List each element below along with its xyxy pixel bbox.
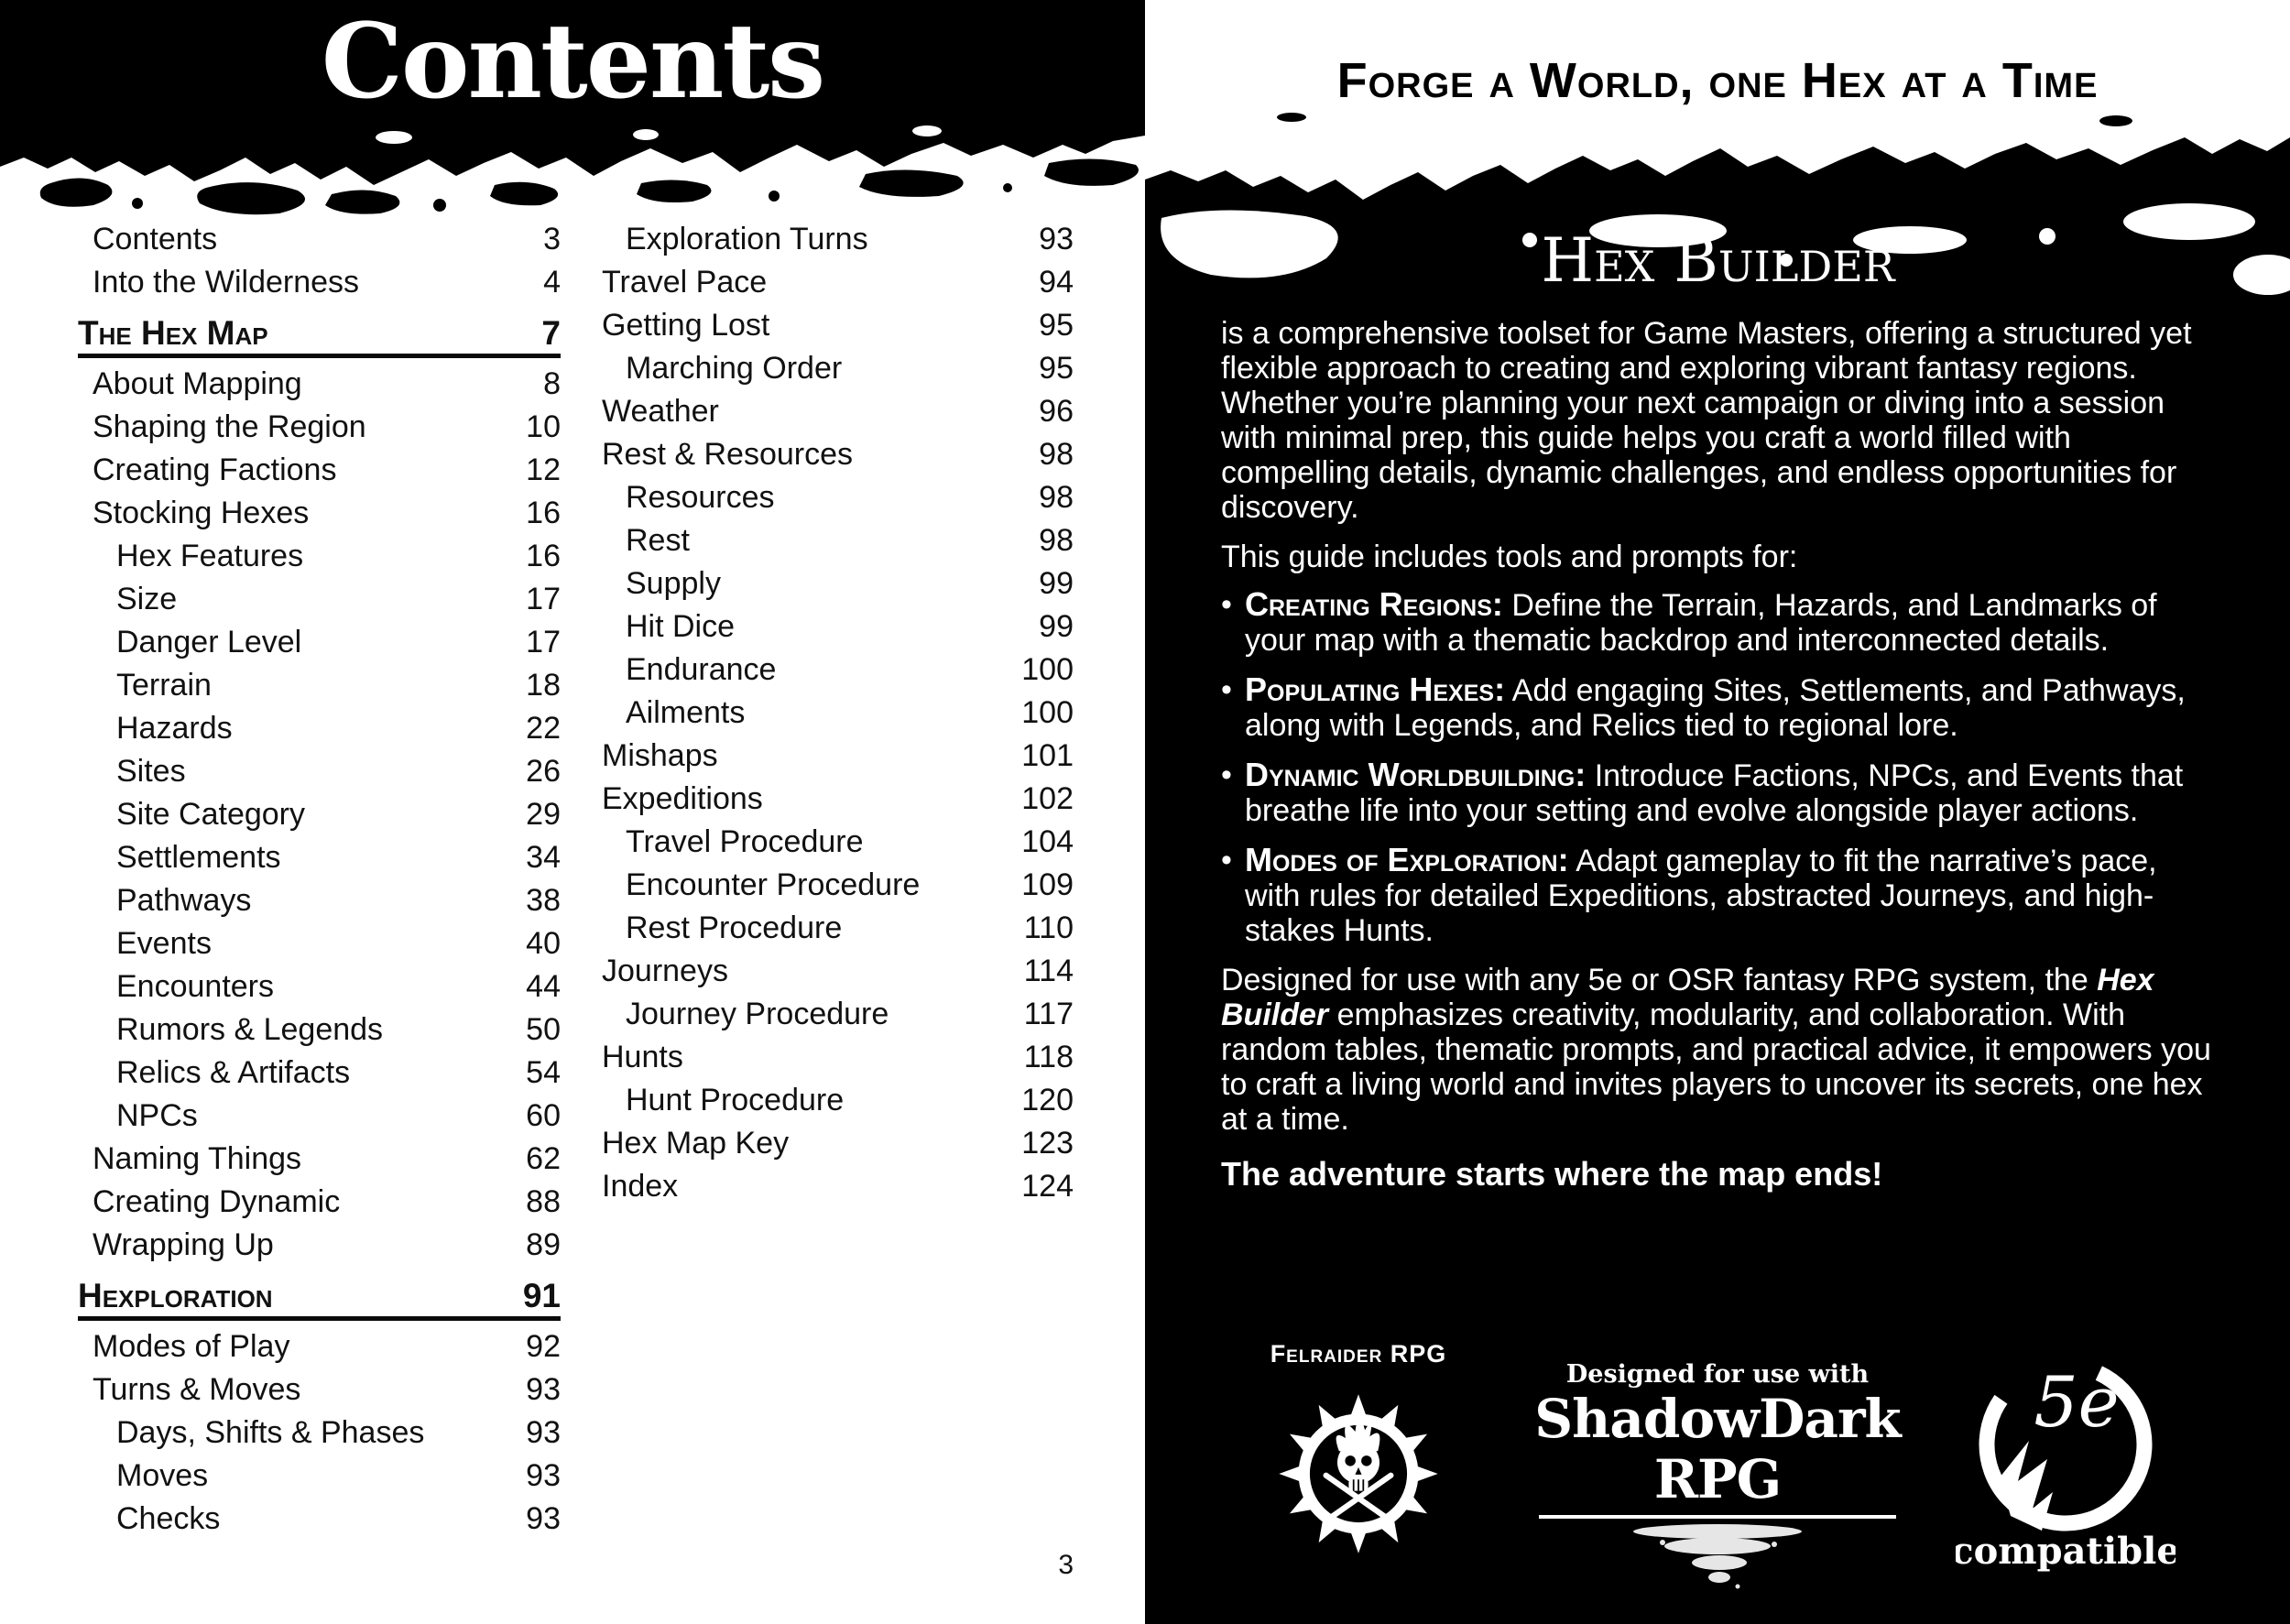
- toc-entry-label: Mishaps: [602, 738, 718, 773]
- page-title: Contents: [321, 2, 824, 122]
- toc-entry-page: 94: [1039, 265, 1074, 300]
- toc-entry: [78, 406, 561, 449]
- includes-line: This guide includes tools and prompts for:: [1221, 540, 1798, 574]
- toc-entry-page: 93: [526, 1415, 561, 1450]
- intro-content: [1221, 224, 2215, 1206]
- toc-entry: [78, 1095, 561, 1138]
- shadowdark-underline: [1539, 1515, 1896, 1519]
- toc-entry-page: 110: [1023, 910, 1074, 945]
- toc-entry-label: Stocking Hexes: [93, 496, 310, 530]
- toc-entry-label: Contents: [93, 222, 218, 256]
- toc-entry: [78, 836, 561, 879]
- toc-entry-page: 93: [526, 1458, 561, 1493]
- toc-entry-page: 40: [526, 926, 561, 961]
- toc-entry-page: 17: [526, 582, 561, 616]
- toc-entry-page: 98: [1039, 523, 1074, 558]
- toc-entry-label: Hunts: [602, 1040, 683, 1074]
- page-banner-title: Forge a World, one Hex at a Time: [1336, 53, 2099, 108]
- toc-entry: [78, 1325, 561, 1368]
- toc-entry-page: 96: [1039, 394, 1074, 429]
- toc-entry-label: Moves: [116, 1458, 209, 1493]
- toc-entry: [78, 965, 561, 1008]
- toc-entry: [587, 433, 1074, 476]
- toc-entry-page: 124: [1021, 1169, 1074, 1204]
- toc-entry: [78, 922, 561, 965]
- bullet-text: Define the Terrain, Hazards, and Landmarks of your map with a thematic backdrop and interconnected details.: [1245, 588, 2157, 658]
- toc-entry-label: Sites: [116, 754, 186, 789]
- toc-entry-page: 102: [1021, 781, 1074, 816]
- toc-entry-page: 17: [526, 625, 561, 659]
- toc-entry-label: Getting Lost: [602, 308, 770, 343]
- toc-entry: [587, 605, 1074, 649]
- intro-page: [1145, 0, 2290, 1624]
- toc-entry-label: Hex Features: [116, 539, 304, 573]
- toc-entry: [587, 993, 1074, 1036]
- toc-entry-page: 88: [526, 1184, 561, 1219]
- toc-entry: [78, 535, 561, 578]
- toc-entry-label: Endurance: [626, 652, 777, 687]
- folio-page-number: 3: [1058, 1550, 1074, 1580]
- toc-entry: [587, 778, 1074, 821]
- toc-entry: [78, 449, 561, 492]
- toc-entry-page: 44: [526, 969, 561, 1004]
- hex-builder-title: Hex Builder: [1541, 225, 1895, 296]
- toc-entry-page: 7: [541, 314, 561, 352]
- toc-entry-label: Wrapping Up: [93, 1227, 274, 1262]
- feature-bullet: [1221, 672, 2215, 743]
- toc-entry-label: Hazards: [116, 711, 233, 746]
- toc-entry-label: Hexploration: [78, 1277, 273, 1314]
- toc-entry: [587, 1079, 1074, 1122]
- toc-entry-label: Supply: [626, 566, 721, 601]
- toc-entry-page: 101: [1021, 738, 1074, 773]
- felraider-emblem-icon: [1262, 1368, 1455, 1579]
- intro-paragraph: is a comprehensive toolset for Game Masters, offering a structured yet flexible approach to creating and exploring vibrant fantasy regions. Whether you’re planning your next campaign or diving into a session with minimal prep, this guide helps you craft a world filled with compelling details, dynamic challenges, and endless opportunities for discovery.: [1221, 316, 2192, 525]
- toc-entry: [78, 1224, 561, 1267]
- toc-entry: [78, 313, 561, 358]
- five-e-label: 5e: [2034, 1361, 2120, 1443]
- toc-entry-page: 4: [543, 265, 561, 300]
- toc-entry-page: 38: [526, 883, 561, 918]
- toc-entry: [78, 1181, 561, 1224]
- toc-entry: [78, 750, 561, 793]
- toc-entry: [587, 476, 1074, 519]
- toc-entry-page: 92: [526, 1329, 561, 1364]
- toc-entry-page: 93: [526, 1372, 561, 1407]
- felraider-rpg-logo: [1253, 1340, 1464, 1584]
- toc-entry: [587, 1165, 1074, 1208]
- toc-entry-page: 62: [526, 1141, 561, 1176]
- toc-entry-label: Travel Procedure: [626, 824, 864, 859]
- toc-entry: [587, 950, 1074, 993]
- toc-entry-page: 16: [526, 496, 561, 530]
- shadowdark-texture-icon: [1608, 1522, 1827, 1596]
- toc-entry: [587, 1122, 1074, 1165]
- toc-entry-label: Danger Level: [116, 625, 302, 659]
- logo-row: [1145, 1333, 2290, 1608]
- toc-entry-page: 117: [1023, 997, 1074, 1031]
- toc-entry-label: Events: [116, 926, 212, 961]
- toc-entry-label: Days, Shifts & Phases: [116, 1415, 425, 1450]
- toc-entry-page: 99: [1039, 566, 1074, 601]
- toc-entry-label: Naming Things: [93, 1141, 302, 1176]
- toc-entry-label: Settlements: [116, 840, 281, 875]
- toc-entry: [587, 1036, 1074, 1079]
- toc-entry-label: Weather: [602, 394, 719, 429]
- toc-entry: [587, 390, 1074, 433]
- compatible-label: compatible: [1956, 1530, 2176, 1573]
- shadowdark-name: ShadowDark RPG: [1534, 1388, 1901, 1510]
- toc-entry-label: Travel Pace: [602, 265, 768, 300]
- toc-entry-label: Resources: [626, 480, 775, 515]
- toc-entry-page: 8: [543, 366, 561, 401]
- toc-entry: [78, 578, 561, 621]
- bullet-text: Add engaging Sites, Settlements, and Pathways, along with Legends, and Relics tied to regional lore.: [1245, 673, 2186, 743]
- five-e-compatible-logo: [1956, 1333, 2176, 1585]
- toc-entry: [78, 1498, 561, 1541]
- toc-entry-page: 60: [526, 1098, 561, 1133]
- toc-entry: [78, 1276, 561, 1321]
- toc-entry-label: Journey Procedure: [626, 997, 889, 1031]
- toc-column-1: [78, 218, 561, 1541]
- closing-pre: Designed for use with any 5e or OSR fantasy RPG system, the: [1221, 963, 2098, 997]
- toc-entry: [78, 1411, 561, 1455]
- toc-entry: [78, 1368, 561, 1411]
- bullet-lead: Populating Hexes:: [1245, 670, 1506, 708]
- toc-entry-page: 22: [526, 711, 561, 746]
- toc-entry: [587, 735, 1074, 778]
- toc-entry-label: Creating Dynamic: [93, 1184, 341, 1219]
- toc-entry: [587, 649, 1074, 692]
- toc-entry-page: 123: [1021, 1126, 1074, 1161]
- toc-entry-label: Encounter Procedure: [626, 867, 921, 902]
- feature-bullet-list: [1221, 587, 2215, 948]
- toc-entry: [78, 664, 561, 707]
- bullet-text: Introduce Factions, NPCs, and Events that breathe life into your setting and evolve alongside player actions.: [1245, 758, 2184, 828]
- toc-entry-page: 26: [526, 754, 561, 789]
- toc-entry-page: 50: [526, 1012, 561, 1047]
- toc-entry-page: 10: [526, 409, 561, 444]
- toc-entry-label: Modes of Play: [93, 1329, 290, 1364]
- toc-entry: [78, 363, 561, 406]
- toc-entry-page: 98: [1039, 480, 1074, 515]
- toc-entry-page: 54: [526, 1055, 561, 1090]
- closing-paragraph: [1221, 963, 2215, 1137]
- toc-entry-label: Exploration Turns: [626, 222, 868, 256]
- toc-entry-label: Relics & Artifacts: [116, 1055, 351, 1090]
- toc-entry-page: 109: [1021, 867, 1074, 902]
- toc-entry-label: Rest & Resources: [602, 437, 853, 472]
- toc-entry-label: About Mapping: [93, 366, 302, 401]
- toc-entry: [78, 1455, 561, 1498]
- toc-entry: [587, 821, 1074, 864]
- toc-column-2: [587, 218, 1074, 1208]
- felraider-label: Felraider RPG: [1270, 1340, 1447, 1368]
- toc-entry-page: 29: [526, 797, 561, 832]
- shadowdark-rpg-logo: [1488, 1360, 1946, 1600]
- toc-entry-label: Rumors & Legends: [116, 1012, 384, 1047]
- toc-entry-page: 120: [1021, 1083, 1074, 1117]
- toc-entry-label: Journeys: [602, 954, 728, 988]
- bullet-lead: Modes of Exploration:: [1245, 841, 1569, 878]
- toc-entry-page: 93: [526, 1501, 561, 1536]
- toc-entry: [78, 261, 561, 304]
- toc-entry-page: 3: [543, 222, 561, 256]
- toc-entry-label: Pathways: [116, 883, 252, 918]
- toc-entry: [78, 1008, 561, 1052]
- toc-entry-label: The Hex Map: [78, 314, 268, 352]
- toc-entry-page: 100: [1021, 695, 1074, 730]
- toc-entry: [587, 692, 1074, 735]
- toc-entry-page: 99: [1039, 609, 1074, 644]
- toc-entry-page: 16: [526, 539, 561, 573]
- toc-entry-label: Encounters: [116, 969, 274, 1004]
- toc-entry: [587, 304, 1074, 347]
- toc-entry-page: 95: [1039, 351, 1074, 386]
- bullet-text: Adapt gameplay to fit the narrative’s pace, with rules for detailed Expeditions, abstracted Journeys, and high-stakes Hunts.: [1245, 844, 2157, 948]
- toc-entry-label: Site Category: [116, 797, 305, 832]
- tagline: The adventure starts where the map ends!: [1221, 1155, 1883, 1193]
- toc-entry-page: 89: [526, 1227, 561, 1262]
- toc-entry: [587, 907, 1074, 950]
- toc-entry-label: Turns & Moves: [93, 1372, 301, 1407]
- toc-entry-page: 18: [526, 668, 561, 703]
- toc-entry-label: Rest Procedure: [626, 910, 843, 945]
- toc-entry-label: NPCs: [116, 1098, 198, 1133]
- toc-entry-page: 12: [526, 452, 561, 487]
- toc-entry: [78, 793, 561, 836]
- toc-entry-page: 34: [526, 840, 561, 875]
- toc-entry-page: 91: [522, 1277, 561, 1314]
- shadowdark-tagline: Designed for use with: [1565, 1360, 1870, 1389]
- toc-entry-page: 95: [1039, 308, 1074, 343]
- toc-entry-label: Creating Factions: [93, 452, 337, 487]
- toc-entry: [78, 621, 561, 664]
- toc-entry: [587, 218, 1074, 261]
- toc-entry-label: Marching Order: [626, 351, 843, 386]
- toc-entry-page: 100: [1021, 652, 1074, 687]
- toc-entry-label: Terrain: [116, 668, 212, 703]
- toc-entry-label: Size: [116, 582, 178, 616]
- toc-entry-page: 114: [1023, 954, 1074, 988]
- toc-entry: [78, 492, 561, 535]
- toc-entry-label: Ailments: [626, 695, 746, 730]
- toc-entry: [78, 707, 561, 750]
- toc-entry-page: 104: [1021, 824, 1074, 859]
- bullet-lead: Creating Regions:: [1245, 585, 1503, 623]
- toc-entry-label: Hunt Procedure: [626, 1083, 845, 1117]
- toc-entry-label: Index: [602, 1169, 679, 1204]
- toc-entry: [78, 879, 561, 922]
- five-e-swirl-icon: [1956, 1333, 2176, 1580]
- toc-entry: [587, 864, 1074, 907]
- toc-entry-page: 93: [1039, 222, 1074, 256]
- feature-bullet: [1221, 758, 2215, 828]
- toc-entry-page: 118: [1023, 1040, 1074, 1074]
- toc-entry-label: Into the Wilderness: [93, 265, 360, 300]
- toc-entry: [78, 1138, 561, 1181]
- toc-entry-label: Expeditions: [602, 781, 763, 816]
- feature-bullet: [1221, 843, 2215, 948]
- toc-entry: [78, 1052, 561, 1095]
- toc-entry: [587, 261, 1074, 304]
- closing-book-name: Hex Builder: [1221, 963, 2154, 1032]
- toc-entry: [587, 562, 1074, 605]
- toc-entry-label: Shaping the Region: [93, 409, 366, 444]
- toc-entry-label: Hit Dice: [626, 609, 736, 644]
- toc-entry-page: 98: [1039, 437, 1074, 472]
- toc-entry-label: Rest: [626, 523, 690, 558]
- toc-entry-label: Hex Map Key: [602, 1126, 790, 1161]
- bullet-lead: Dynamic Worldbuilding:: [1245, 756, 1587, 793]
- toc-entry: [78, 218, 561, 261]
- toc-entry: [587, 519, 1074, 562]
- toc-entry-label: Checks: [116, 1501, 221, 1536]
- toc-entry: [587, 347, 1074, 390]
- feature-bullet: [1221, 587, 2215, 658]
- closing-post: emphasizes creativity, modularity, and collaboration. With random tables, thematic prompts, and practical advice, it empowers you to craft a living world and invites players to uncover its secrets, one hex at a time.: [1221, 997, 2211, 1137]
